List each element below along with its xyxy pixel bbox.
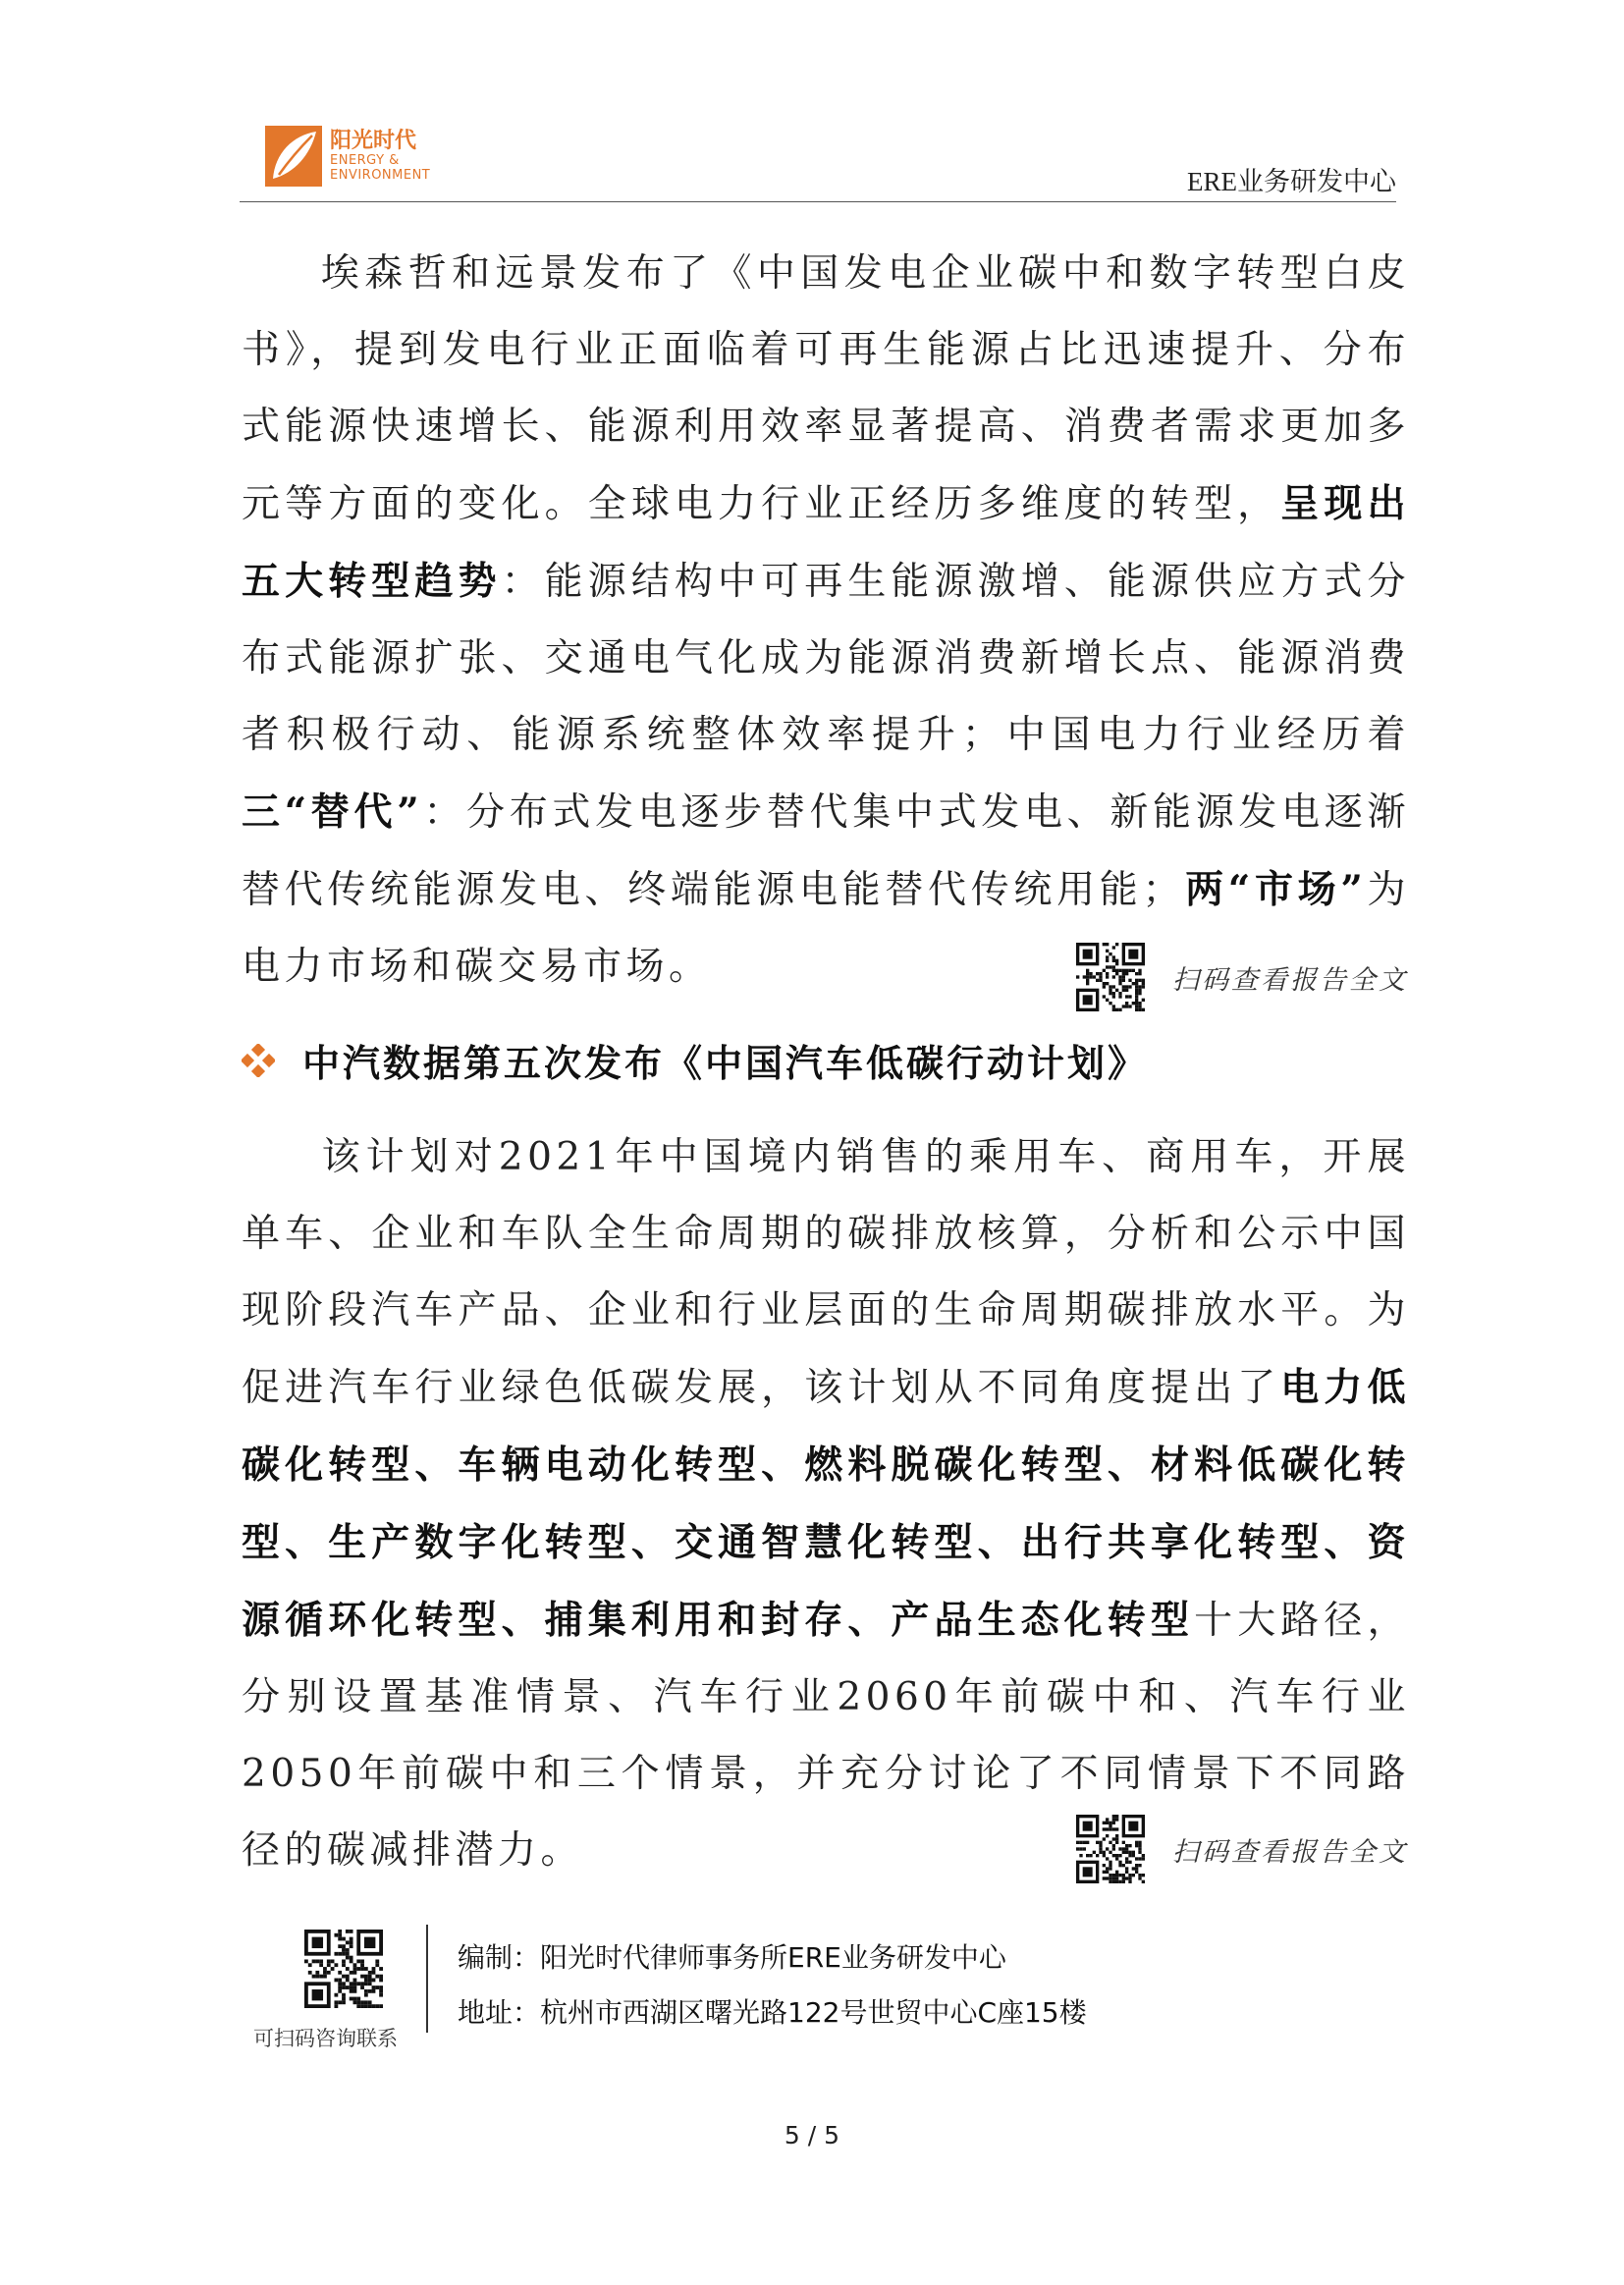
text-run: 十大路径，分别设置基准情景、汽车行业2060年前碳中和、汽车行业2050年前碳中和三个情景，并充分讨论了不同情景下不同路径的碳减排潜力。 bbox=[242, 1599, 1410, 1873]
text-run: 埃森哲和远景发布了《中国发电企业碳中和数字转型白皮书》，提到发电行业正面临着可再生能源占比迅速提升、分布式能源快速增长、能源利用效率显著提高、消费者需求更加多元等方面的变化。全球电力行业正经历多维度的转型， bbox=[242, 251, 1410, 526]
logo-english-line-2: ENVIRONMENT bbox=[330, 168, 431, 183]
contact-qr-code-icon[interactable] bbox=[304, 1930, 383, 2008]
report-link-1[interactable] bbox=[1076, 943, 1408, 1011]
leaf-logo-icon bbox=[265, 126, 322, 187]
paragraph-power-industry bbox=[242, 236, 1410, 1006]
bold-phrase: 电力低碳化转型、车辆电动化转型、燃料脱碳化转型、材料低碳化转型、生产数字化转型、交通智慧化转型、出行共享化转型、资源循环化转型、捕集利用和封存、产品生态化转型 bbox=[242, 1365, 1410, 1643]
text-run: ：分布式发电逐步替代集中式发电、新能源发电逐渐替代传统能源发电、终端能源电能替代传统用能； bbox=[242, 790, 1410, 912]
section-title: 中汽数据第五次发布《中国汽车低碳行动计划》 bbox=[302, 1042, 1149, 1085]
text-run: 为电力市场和碳交易市场。 bbox=[242, 868, 1410, 989]
header-divider bbox=[240, 201, 1396, 202]
footer-editor: 编制：阳光时代律师事务所ERE业务研发中心 bbox=[458, 1941, 1006, 1974]
qr-code-icon[interactable] bbox=[1076, 943, 1145, 1011]
qr-label-1: 扫码查看报告全文 bbox=[1172, 964, 1408, 996]
text-run: ：能源结构中可再生能源激增、能源供应方式分布式能源扩张、交通电气化成为能源消费新增长点、能源消费者积极行动、能源系统整体效率提升；中国电力行业经历着 bbox=[242, 560, 1410, 757]
page-number: 5 / 5 bbox=[784, 2121, 840, 2149]
diamond-bullet-icon bbox=[242, 1044, 275, 1077]
header-department: ERE业务研发中心 bbox=[1187, 167, 1396, 196]
qr-label-2: 扫码查看报告全文 bbox=[1172, 1836, 1408, 1868]
bold-phrase: 三“替代” bbox=[242, 789, 424, 835]
footer-address: 地址：杭州市西湖区曙光路122号世贸中心C座15楼 bbox=[458, 1996, 1087, 2029]
text-run: 该计划对2021年中国境内销售的乘用车、商用车，开展单车、企业和车队全生命周期的碳排放核算，分析和公示中国现阶段汽车产品、企业和行业层面的生命周期碳排放水平。为促进汽车行业绿色低碳发展，该计划从不同角度提出了 bbox=[242, 1135, 1410, 1410]
paragraph-auto-lowcarb bbox=[242, 1119, 1410, 1889]
qr-code-icon[interactable] bbox=[1076, 1815, 1145, 1883]
bold-phrase: 两“市场” bbox=[1184, 867, 1368, 912]
bold-phrase: 呈现出五大转型趋势 bbox=[242, 481, 1410, 604]
footer-divider bbox=[426, 1925, 428, 2033]
section-heading bbox=[242, 1033, 1148, 1087]
logo-chinese-name: 阳光时代 bbox=[330, 129, 417, 153]
logo-english-line-1: ENERGY & bbox=[330, 153, 400, 168]
contact-qr-caption: 可扫码咨询联系 bbox=[253, 2027, 398, 2050]
company-logo bbox=[265, 126, 430, 187]
report-link-2[interactable] bbox=[1076, 1815, 1408, 1883]
